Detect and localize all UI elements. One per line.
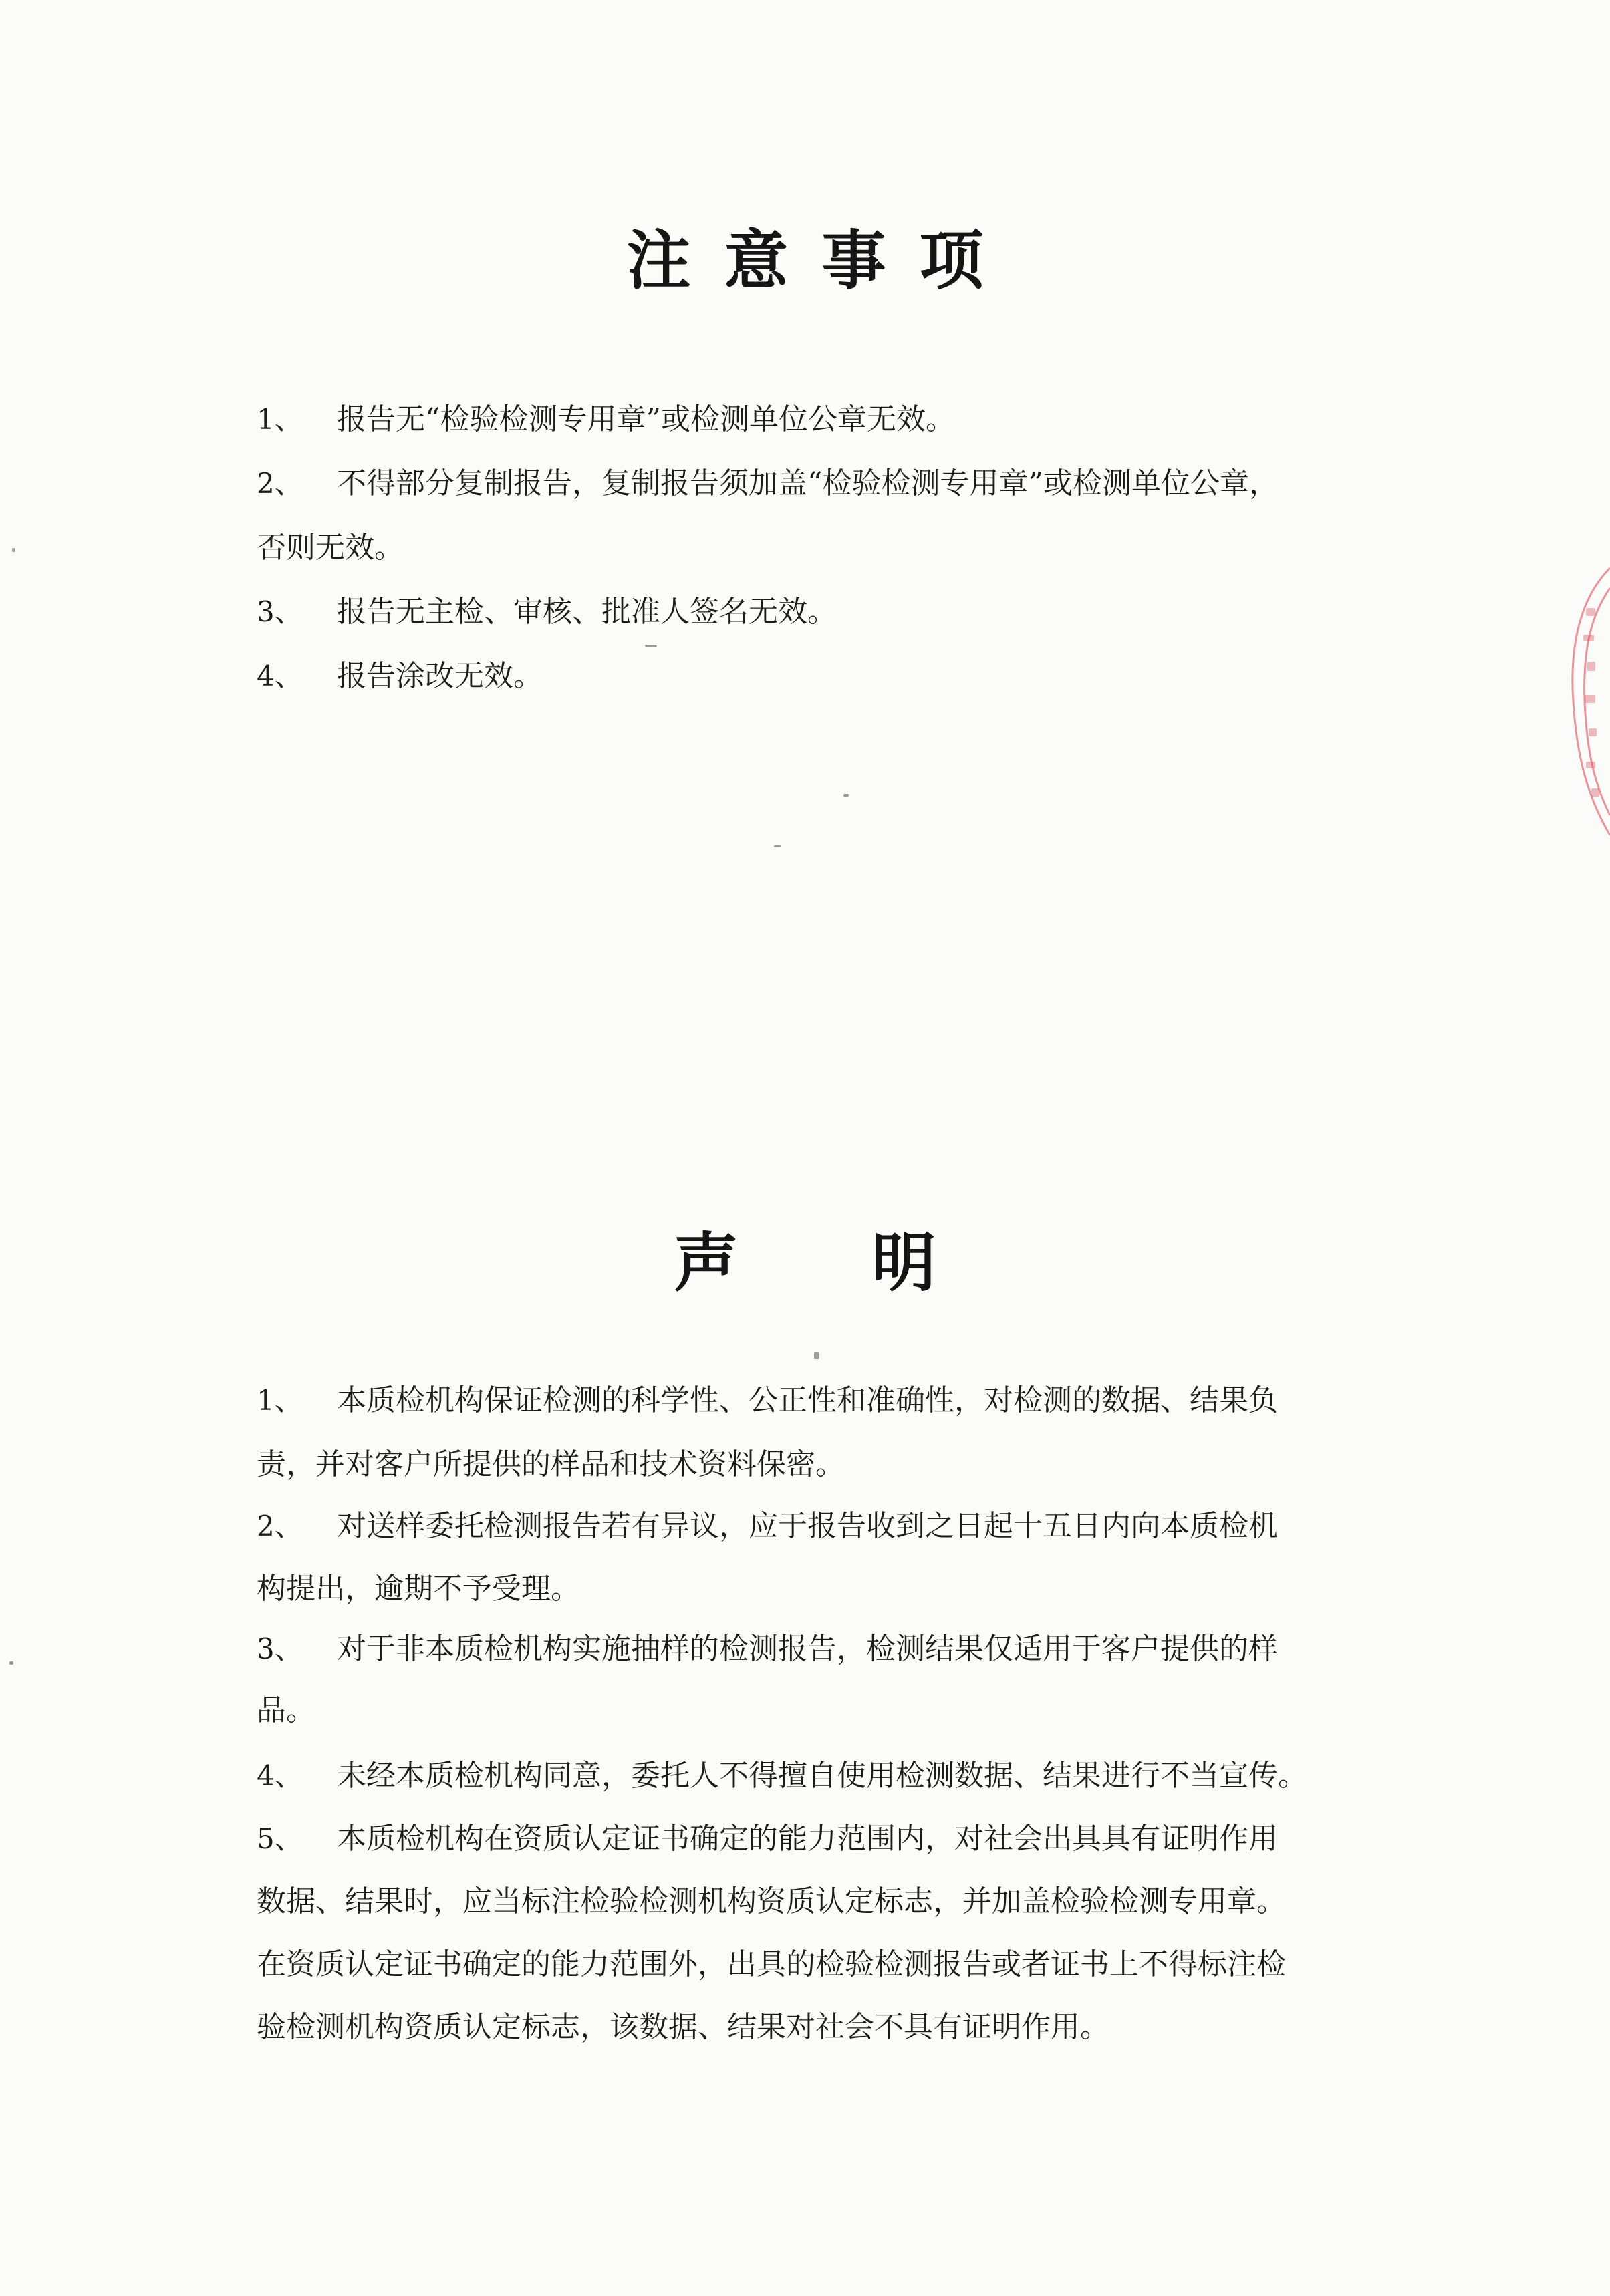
- notice-item-1-text: 报告无“检验检测专用章”或检测单位公章无效。: [337, 402, 955, 436]
- notice-item-1: [257, 388, 1369, 452]
- declaration-title: 声明: [674, 1225, 1070, 1300]
- notice-item-4-text: 报告涂改无效。: [337, 659, 543, 693]
- seal-stamp-icon: [1557, 561, 1610, 842]
- declaration-item-3: [257, 1617, 1369, 1681]
- declaration-item-5: [257, 1807, 1369, 1871]
- notice-item-2: [257, 452, 1369, 516]
- notice-title: 注意事项: [626, 223, 1017, 298]
- notice-item-2-text: 不得部分复制报告，复制报告须加盖“检验检测专用章”或检测单位公章，: [337, 466, 1279, 500]
- notice-item-1-number: 1、: [257, 403, 303, 436]
- notice-item-3: [257, 580, 1369, 644]
- declaration-item-5-continued-1: 数据、结果时，应当标注检验检测机构资质认定标志，并加盖检验检测专用章。: [257, 1884, 1286, 1918]
- declaration-item-2: [257, 1494, 1369, 1558]
- scan-speck: [9, 1661, 13, 1665]
- declaration-item-4-text: 未经本质检机构同意，委托人不得擅自使用检测数据、结果进行不当宣传。: [337, 1759, 1307, 1793]
- notice-item-3-number: 3、: [257, 595, 303, 628]
- declaration-item-5-text: 本质检机构在资质认定证书确定的能力范围内，对社会出具具有证明作用: [337, 1822, 1278, 1856]
- declaration-item-1-continued: 责，并对客户所提供的样品和技术资料保密。: [257, 1447, 845, 1481]
- declaration-item-5-number: 5、: [257, 1822, 303, 1855]
- declaration-item-3-text: 对于非本质检机构实施抽样的检测报告，检测结果仅适用于客户提供的样: [337, 1632, 1278, 1666]
- declaration-item-1-text: 本质检机构保证检测的科学性、公正性和准确性，对检测的数据、结果负: [337, 1383, 1278, 1417]
- scan-speck: [814, 1352, 819, 1359]
- notice-item-4-number: 4、: [257, 660, 303, 692]
- notice-item-3-text: 报告无主检、审核、批准人签名无效。: [337, 595, 837, 629]
- declaration-item-5-continued-3: 验检测机构资质认定标志，该数据、结果对社会不具有证明作用。: [257, 2010, 1109, 2044]
- declaration-item-3-continued: 品。: [257, 1693, 315, 1727]
- declaration-item-2-text: 对送样委托检测报告若有异议，应于报告收到之日起十五日内向本质检机: [337, 1509, 1278, 1543]
- scan-speck: [774, 845, 781, 847]
- scan-speck: [645, 645, 657, 647]
- scan-speck: [12, 548, 15, 552]
- declaration-item-3-number: 3、: [257, 1632, 303, 1665]
- declaration-item-1: [257, 1369, 1369, 1433]
- declaration-item-4-number: 4、: [257, 1759, 303, 1792]
- declaration-item-2-number: 2、: [257, 1510, 303, 1542]
- scan-speck: [843, 794, 849, 797]
- declaration-item-1-number: 1、: [257, 1384, 303, 1417]
- declaration-item-2-continued: 构提出，逾期不予受理。: [257, 1572, 580, 1606]
- notice-item-2-continued: 否则无效。: [257, 531, 404, 565]
- declaration-item-5-continued-2: 在资质认定证书确定的能力范围外，出具的检验检测报告或者证书上不得标注检: [257, 1947, 1286, 1981]
- declaration-item-4: [257, 1744, 1369, 1808]
- notice-item-4: [257, 644, 1369, 708]
- partial-seal-stamp: [1557, 561, 1610, 842]
- notice-item-2-number: 2、: [257, 467, 303, 500]
